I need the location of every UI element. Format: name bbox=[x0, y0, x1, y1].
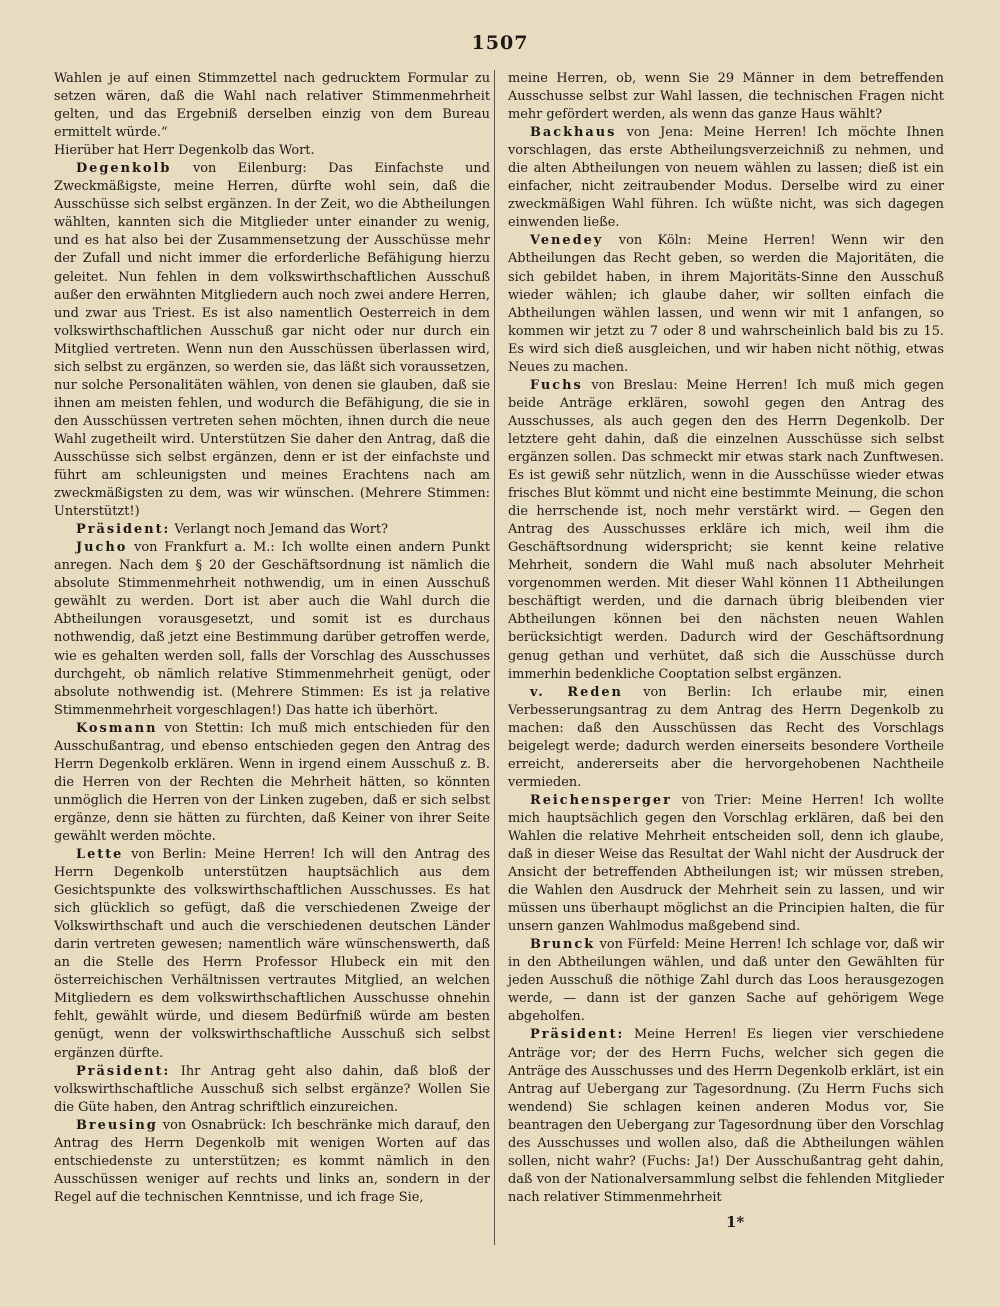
paragraph-text: von Fürfeld: Meine Herren! Ich schlage vor, daß wir in den Abtheilungen wählen, und daß unter den Gewählten für jeden Ausschuß die nöthige Zahl durch das Loos herausgezogen werde, — dann ist der ganzen Sache auf gehörigem Wege abgeholfen. bbox=[508, 937, 944, 1025]
paragraph-text: Meine Herren! Es liegen vier verschiedene Anträge vor; der des Herrn Fuchs, welcher sich gegen die Anträge des Ausschusses und des Herrn Degenkolb erklärt, ist ein Antrag auf Uebergang zur Tagesordnung. (Zu Herrn Fuchs sich wendend) Sie schlagen keinen anderen Modus vor, Sie beantragen den Uebergang zur Tagesordnung über den Vorschlag des Ausschusses und wollen also, daß die Abtheilungen wählen sollen, nicht wahr? (Fuchs: Ja!) Der Ausschußantrag geht dahin, daß von der Nationalversammlung selbst die fehlenden Mitglieder nach relativer Stimmenmehrheit bbox=[508, 1027, 944, 1205]
speaker-name: Kosmann bbox=[76, 720, 158, 736]
speaker-name: Lette bbox=[76, 847, 124, 863]
left-column bbox=[54, 70, 490, 1207]
speaker-name: Fuchs bbox=[530, 377, 583, 393]
speaker-name: Breusing bbox=[76, 1117, 158, 1133]
speaker-name: Venedey bbox=[530, 233, 604, 249]
paragraph bbox=[54, 70, 490, 142]
paragraph bbox=[508, 684, 944, 792]
paragraph bbox=[508, 1026, 944, 1206]
paragraph-text: von Köln: Meine Herren! Wenn wir den Abtheilungen das Recht geben, so werden die Majoritäten, die sich gebildet haben, in ihrem Majoritäts-Sinne den Ausschuß wieder wählen; ich glaube daher, wir sollten einfach die Abtheilungen wählen lassen, und wenn wir mit 1 anfangen, so kommen wir jetzt zu 7 oder 8 und wahrscheinlich bald bis zu 15. Es wird sich dieß ausgleichen, und wir haben nicht nöthig, etwas Neues zu machen. bbox=[508, 233, 944, 375]
paragraph-text: Hierüber hat Herr Degenkolb das Wort. bbox=[54, 143, 315, 159]
paragraph-text: von Jena: Meine Herren! Ich möchte Ihnen vorschlagen, das erste Abtheilungsverzeichniß zu nehmen, und die alten Abtheilungen von neuem wählen zu lassen; dieß ist ein einfacher, nicht zeitraubender Modus. Derselbe wird zu einer zweckmäßigen Wahl führen. Ich wüßte nicht, was sich dagegen einwenden ließe. bbox=[508, 125, 944, 231]
paragraph-text: von Stettin: Ich muß mich entschieden für den Ausschußantrag, und ebenso entschieden gegen den Antrag des Herrn Degenkolb erklären. Wenn in irgend einem Ausschuß z. B. die Herren von der Rechten die Mehrheit hätten, so könnten unmöglich die Herren von der Linken zugeben, daß er sich selbst ergänze, denn sie hätten zu fürchten, daß Keiner von ihrer Seite gewählt werden möchte. bbox=[54, 720, 490, 844]
speaker-name: v. Reden bbox=[530, 684, 623, 700]
speaker-name: Präsident: bbox=[530, 1027, 625, 1043]
paragraph-text: Ihr Antrag geht also dahin, daß bloß der volkswirthschaftliche Ausschuß sich selbst ergänze? Wollen Sie die Güte haben, den Antrag schriftlich einzureichen. bbox=[54, 1063, 490, 1115]
paragraph-text: von Osnabrück: Ich beschränke mich darauf, den Antrag des Herrn Degenkolb mit wenigen Worten auf das entschiedenste zu unterstützen; es kommt nämlich in den Ausschüssen weniger auf rechts und links an, sondern in der Regel auf die technischen Kenntnisse, und ich frage Sie, bbox=[54, 1117, 490, 1205]
paragraph bbox=[54, 142, 490, 160]
speaker-name: Degenkolb bbox=[76, 161, 172, 177]
column-divider bbox=[494, 70, 495, 1245]
paragraph bbox=[54, 1117, 490, 1207]
paragraph-text: von Berlin: Meine Herren! Ich will den Antrag des Herrn Degenkolb unterstützen hauptsächlich aus dem Gesichtspunkte des volkswirthschaftlichen Ausschusses. Es hat sich glücklich so gefügt, daß die verschiedenen Zweige der Volkswirthschaft und auch die verschiedenen deutschen Länder darin vertreten gewesen; namentlich wäre wünschenswerth, daß an die Stelle des Herrn Professor Hlubeck ein mit den österreichischen Verhältnissen vertrautes Mitglied, an welchen Mitgliedern es dem volkswirthschaftlichen Ausschusse ohnehin fehlt, gewählt würde, und diesem Bedürfniß würde am besten genügt, wenn der volkswirthschaftliche Ausschuß sich selbst ergänzen dürfte. bbox=[54, 847, 490, 1061]
paragraph bbox=[508, 232, 944, 376]
paragraph-text: von Berlin: Ich erlaube mir, einen Verbesserungsantrag zu dem Antrag des Herrn Degenkolb zu machen: daß den Ausschüssen das Recht des Vorschlags beigelegt werde; dadurch werden einerseits besondere Vortheile erreicht, andererseits aber die hervorgehobenen Nachtheile vermieden. bbox=[508, 684, 945, 790]
speaker-name: Jucho bbox=[76, 540, 128, 556]
paragraph bbox=[508, 792, 944, 936]
paragraph-text: meine Herren, ob, wenn Sie 29 Männer in dem betreffenden Ausschusse selbst zur Wahl lassen, die technischen Fragen nicht mehr gefördert werden, als wenn das ganze Haus wählt? bbox=[508, 71, 944, 123]
printer-signature: 1* bbox=[726, 1213, 745, 1231]
speaker-name: Brunck bbox=[530, 937, 596, 953]
speaker-name: Präsident: bbox=[76, 1063, 171, 1079]
paragraph bbox=[508, 377, 944, 684]
paragraph bbox=[54, 539, 490, 719]
paragraph bbox=[508, 124, 944, 232]
paragraph bbox=[508, 936, 944, 1026]
paragraph bbox=[54, 1063, 490, 1117]
paragraph-text: von Frankfurt a. M.: Ich wollte einen andern Punkt anregen. Nach dem § 20 der Geschäftsordnung ist nämlich die absolute Stimmenmehrheit nothwendig, um in einen Ausschuß gewählt zu werden. Dort ist aber auch die Wahl durch die Abtheilungen vorausgesetzt, und somit ist es durchaus nothwendig, daß jetzt eine Bestimmung darüber getroffen werde, wie es gehalten werden soll, falls der Vorschlag des Ausschusses durchgeht, ob nämlich relative Stimmenmehrheit genügt, oder absolute nothwendig ist. (Mehrere Stimmen: Es ist ja relative Stimmenmehrheit vorgeschlagen!) Das hatte ich überhört. bbox=[54, 540, 490, 718]
right-column bbox=[508, 70, 944, 1207]
speaker-name: Backhaus bbox=[530, 125, 617, 141]
speaker-name: Präsident: bbox=[76, 522, 171, 538]
speaker-name: Reichensperger bbox=[530, 792, 672, 808]
paragraph bbox=[54, 160, 490, 521]
paragraph-text: von Breslau: Meine Herren! Ich muß mich gegen beide Anträge erklären, sowohl gegen den Antrag des Ausschusses, als auch gegen den des Herrn Degenkolb. Der letztere geht dahin, daß die einzelnen Ausschüsse sich selbst ergänzen sollen. Das schmeckt mir etwas stark nach Zunftwesen. Es ist gewiß sehr nützlich, wenn in die Ausschüsse wieder etwas frisches Blut kömmt und nicht eine bestimmte Meinung, die schon die herrschende ist, noch mehr verstärkt wird. — Gegen den Antrag des Ausschusses erkläre ich mich, weil ihm die Geschäftsordnung widerspricht; sie kennt keine relative Mehrheit, sondern die Wahl muß nach absoluter Mehrheit vorgenommen werden. Mit dieser Wahl können 11 Abtheilungen beschäftigt werden, und die darnach übrig bleibenden vier Abtheilungen können bei den nächsten neuen Wahlen berücksichtigt werden. Dadurch wird der Geschäftsordnung genug gethan und verhütet, daß sich die Ausschüsse durch immerhin bedenkliche Cooptation selbst ergänzen. bbox=[508, 377, 944, 682]
paragraph bbox=[54, 720, 490, 846]
paragraph-text: von Trier: Meine Herren! Ich wollte mich hauptsächlich gegen den Vorschlag erklären, daß bei den Wahlen die relative Mehrheit entscheiden soll, denn ich glaube, daß in dieser Weise das Resultat der Wahl nicht der Ausdruck der Ansicht der betreffenden Abtheilungen ist; wir müssen streben, die Wahlen den Ausdruck der Mehrheit sein zu lassen, und wir müssen uns überhaupt möglichst an die Principien halten, die für unsern ganzen Wahlmodus maßgebend sind. bbox=[508, 792, 944, 935]
paragraph bbox=[54, 846, 490, 1063]
paragraph-text: von Eilenburg: Das Einfachste und Zweckmäßigste, meine Herren, dürfte wohl sein, daß die Ausschüsse sich selbst ergänzen. In der Zeit, wo die Abtheilungen wählten, kannten sich die Mitglieder unter einander zu wenig, und es hat also bei der Zusammensetzung der Ausschüsse mehr der Zufall und nicht immer die erforderliche Befähigung hierzu geleitet. Nun fehlen in dem volkswirthschaftlichen Ausschuß außer den erwähnten Mitgliedern auch noch zwei andere Herren, und zwar aus Triest. Es ist also namentlich Oesterreich in dem volkswirthschaftlichen Ausschuß gar nicht oder nur durch ein Mitglied vertreten. Wenn nun den Ausschüssen überlassen wird, sich selbst zu ergänzen, so werden sie, das läßt sich voraussetzen, nur solche Personalitäten wählen, von denen sie glauben, daß sie ihnen am meisten fehlen, und wodurch die Befähigung, die sie in den Ausschüssen vertreten sehen möchten, ihnen durch die neue Wahl zugetheilt wird. Unterstützen Sie daher den Antrag, daß die Ausschüsse sich selbst ergänzen, denn er ist der einfachste und führt am schleunigsten und meines Erachtens nach am zweckmäßigsten zu dem, was wir wünschen. (Mehrere Stimmen: Unterstützt!) bbox=[54, 161, 490, 520]
paragraph bbox=[54, 521, 490, 539]
paragraph-text: Verlangt noch Jemand das Wort? bbox=[170, 522, 389, 538]
page-number: 1507 bbox=[471, 32, 529, 54]
paragraph bbox=[508, 70, 944, 124]
paragraph-text: Wahlen je auf einen Stimmzettel nach gedrucktem Formular zu setzen wären, daß die Wahl nach relativer Stimmenmehrheit gelten, und das Ergebniß derselben einzig von dem Bureau ermittelt würde.“ bbox=[54, 71, 490, 141]
